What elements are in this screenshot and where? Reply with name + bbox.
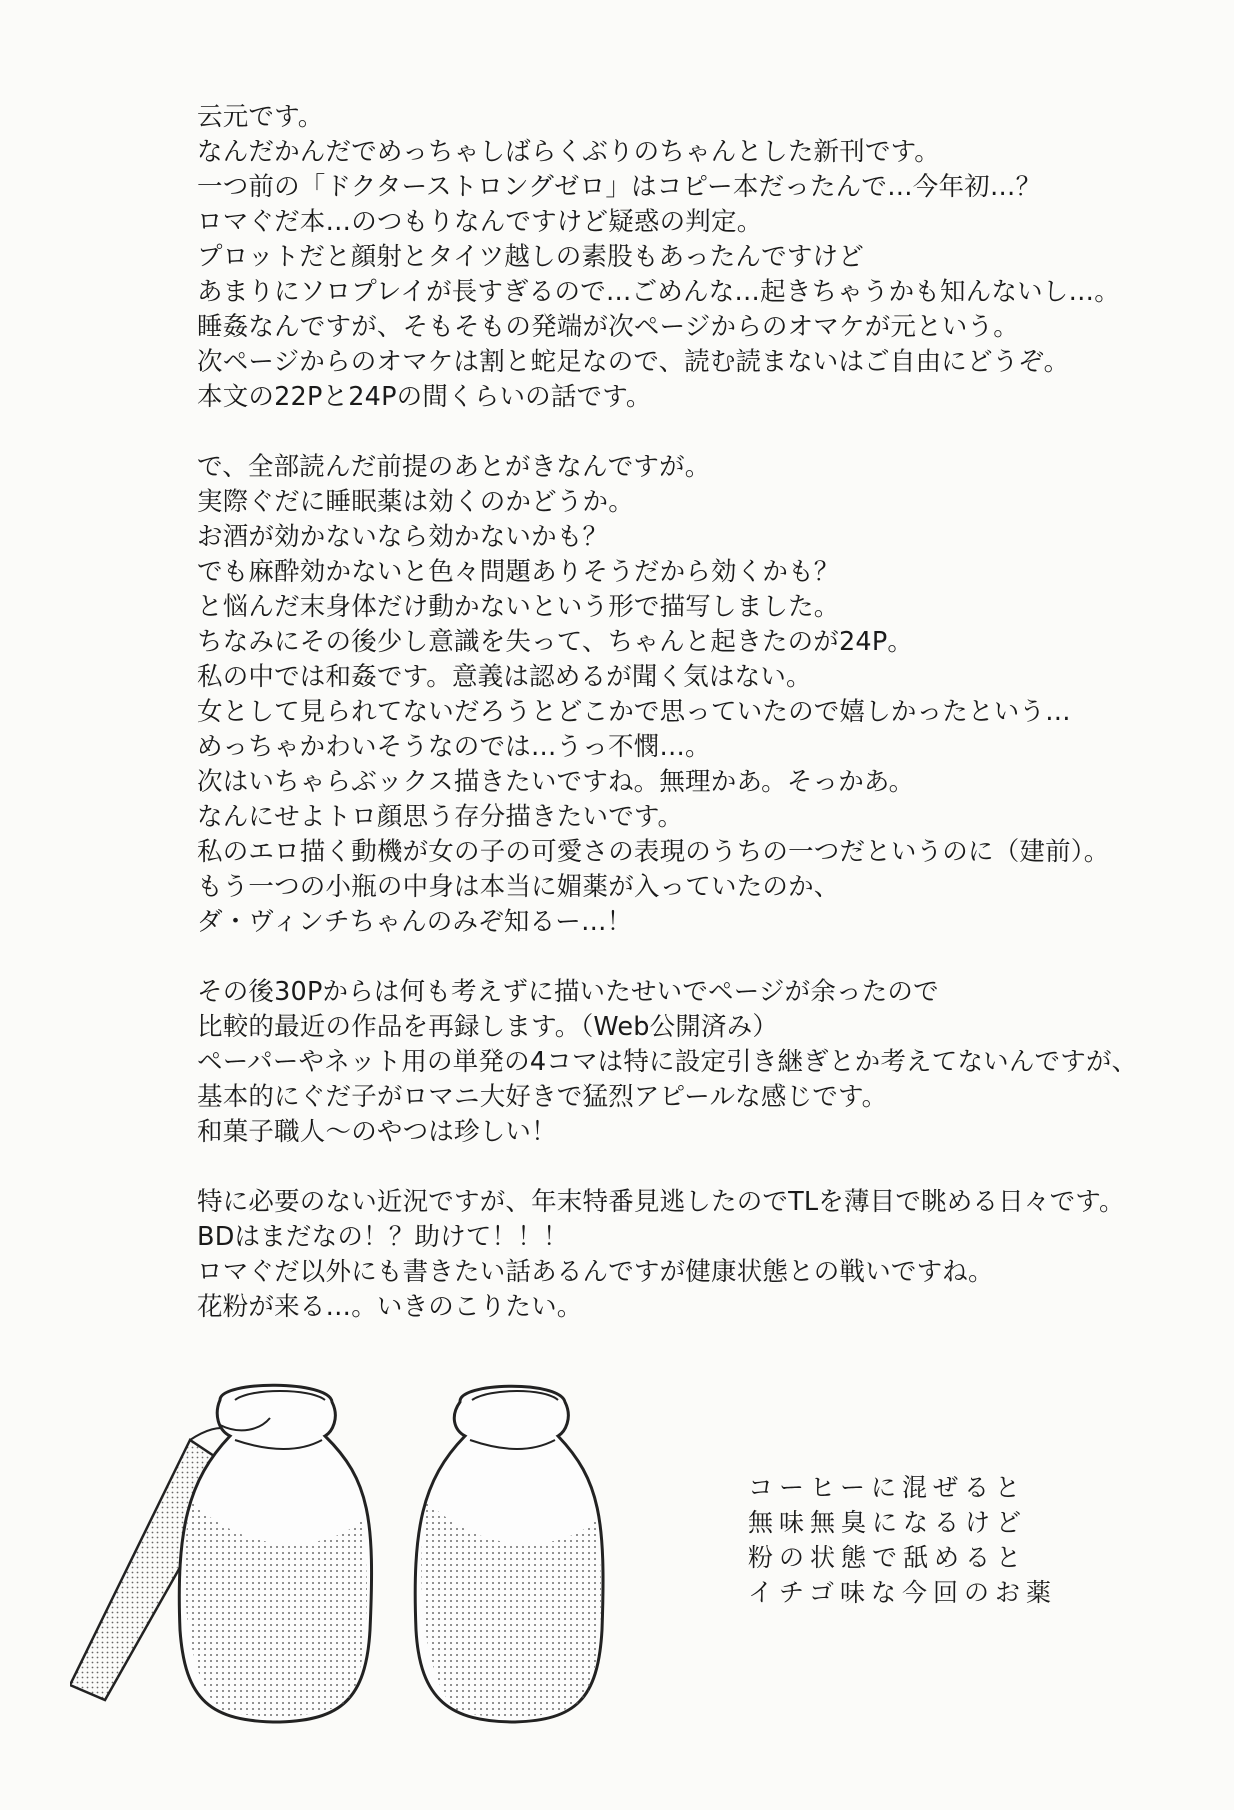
left-bottle-icon	[179, 1385, 371, 1722]
text-line: 私のエロ描く動機が女の子の可愛さの表現のうちの一つだというのに（建前）。	[197, 837, 1110, 867]
text-line: 本文の22Pと24Pの間くらいの話です。	[197, 382, 652, 412]
text-line: でも麻酔効かないと色々問題ありそうだから効くかも？	[197, 557, 840, 587]
text-line: で、全部読んだ前提のあとがきなんですが。	[197, 452, 711, 482]
text-line: ロマぐだ本…のつもりなんですけど疑惑の判定。	[197, 207, 763, 237]
text-line: 次ページからのオマケは割と蛇足なので、読む読まないはご自由にどうぞ。	[197, 347, 1070, 377]
text-line: 実際ぐだに睡眠薬は効くのかどうか。	[197, 487, 634, 517]
text-line: なんにせよトロ顔思う存分描きたいです。	[197, 802, 684, 832]
bottles-illustration	[70, 1370, 710, 1750]
caption-line: 粉の状態で舐めると	[748, 1543, 1028, 1572]
text-line: 和菓子職人～のやつは珍しい！	[197, 1117, 557, 1147]
illustration-caption	[748, 1470, 1168, 1610]
text-line: ダ・ヴィンチちゃんのみぞ知るー…！	[197, 907, 633, 937]
text-line: ペーパーやネット用の単発の4コマは特に設定引き継ぎとか考えてないんですが、	[197, 1047, 1138, 1077]
text-line: 女として見られてないだろうとどこかで思っていたので嬉しかったという…	[197, 697, 1071, 727]
text-line: お酒が効かないなら効かないかも？	[197, 522, 609, 552]
right-bottle-icon	[415, 1386, 603, 1722]
text-line: 花粉が来る…。いきのこりたい。	[197, 1292, 583, 1322]
text-line: めっちゃかわいそうなのでは…うっ不憫…。	[197, 732, 711, 762]
text-line: 云元です。	[197, 102, 324, 132]
paragraph-4	[197, 1185, 1197, 1325]
text-line: なんだかんだでめっちゃしばらくぶりのちゃんとした新刊です。	[197, 137, 941, 167]
text-line: あまりにソロプレイが長すぎるので…ごめんな…起きちゃうかも知んないし…。	[197, 277, 1120, 307]
text-line: BDはまだなの！？助けて！！！	[197, 1222, 569, 1252]
text-line: と悩んだ末身体だけ動かないという形で描写しました。	[197, 592, 840, 622]
caption-line: イチゴ味な今回のお薬	[748, 1578, 1058, 1607]
text-line: 特に必要のない近況ですが、年末特番見逃したのでTLを薄目で眺める日々です。	[197, 1187, 1125, 1217]
paragraph-3	[197, 975, 1197, 1150]
text-line: 一つ前の「ドクターストロングゼロ」はコピー本だったんで…今年初…？	[197, 172, 1042, 202]
text-line: ちなみにその後少し意識を失って、ちゃんと起きたのが24P。	[197, 627, 914, 657]
text-line: 睡姦なんですが、そもそもの発端が次ページからのオマケが元という。	[197, 312, 1019, 342]
text-line: その後30Pからは何も考えずに描いたせいでページが余ったので	[197, 977, 939, 1007]
text-line: 私の中では和姦です。意義は認めるが聞く気はない。	[197, 662, 812, 692]
paragraph-2	[197, 450, 1197, 940]
text-line: 基本的にぐだ子がロマニ大好きで猛烈アピールな感じです。	[197, 1082, 888, 1112]
paragraph-1	[197, 100, 1197, 415]
caption-line: コーヒーに混ぜると	[748, 1473, 1027, 1502]
text-line: 次はいちゃらぶックス描きたいですね。無理かあ。そっかあ。	[197, 767, 915, 797]
text-line: プロットだと顔射とタイツ越しの素股もあったんですけど	[197, 242, 864, 272]
text-line: ロマぐだ以外にも書きたい話あるんですが健康状態との戦いですね。	[197, 1257, 994, 1287]
text-line: 比較的最近の作品を再録します。（Web公開済み）	[197, 1012, 779, 1042]
text-line: もう一つの小瓶の中身は本当に媚薬が入っていたのか、	[197, 872, 840, 902]
afterword-text	[197, 100, 1197, 1360]
caption-line: 無味無臭になるけど	[748, 1508, 1028, 1537]
